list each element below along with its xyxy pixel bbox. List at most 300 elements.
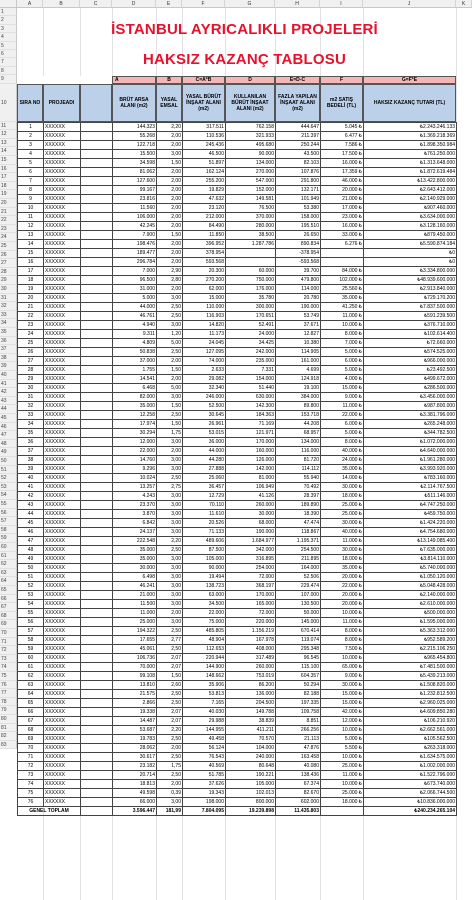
- cell-yasal-insaat[interactable]: 20.526: [183, 519, 226, 528]
- cell-brut-arsa[interactable]: 106.736: [113, 654, 157, 663]
- cell-satis-bedeli[interactable]: 8.000 ₺: [321, 438, 364, 447]
- cell-blank[interactable]: [81, 294, 113, 303]
- table-row[interactable]: [18, 159, 457, 168]
- row-header-21[interactable]: 21: [0, 208, 17, 217]
- cell-satis-bedeli[interactable]: 14.000 ₺: [321, 474, 364, 483]
- cell-sira-no[interactable]: 47: [18, 537, 44, 546]
- cell-proje-adi[interactable]: XXXXXX: [44, 636, 81, 645]
- cell-blank[interactable]: [81, 348, 113, 357]
- table-row[interactable]: [18, 402, 457, 411]
- cell-brut-arsa[interactable]: 7.900: [113, 231, 157, 240]
- cell-yasal-insaat[interactable]: 270.200: [183, 276, 226, 285]
- row-header-8[interactable]: 8: [0, 67, 17, 75]
- cell-kullanilan-insaat[interactable]: 176.000: [226, 285, 276, 294]
- cell-haksiz-kazanc[interactable]: ₺1.898.350.984: [364, 141, 457, 150]
- table-row[interactable]: [18, 312, 457, 321]
- row-header-40[interactable]: 40: [0, 371, 17, 380]
- cell-blank[interactable]: [81, 231, 113, 240]
- row-header-49[interactable]: 49: [0, 448, 17, 457]
- cell-brut-arsa[interactable]: 99.108: [113, 672, 157, 681]
- cell-kullanilan-insaat[interactable]: 126.000: [226, 456, 276, 465]
- cell-yasal-insaat[interactable]: 14.820: [183, 321, 226, 330]
- cell-proje-adi[interactable]: XXXXXX: [44, 132, 81, 141]
- cell-fazla-insaat[interactable]: 53.749: [276, 312, 321, 321]
- cell-blank[interactable]: [81, 726, 113, 735]
- cell-haksiz-kazanc[interactable]: ₺376.710.000: [364, 321, 457, 330]
- cell-blank[interactable]: [81, 555, 113, 564]
- table-row[interactable]: [18, 699, 457, 708]
- row-header-81[interactable]: 81: [0, 724, 17, 733]
- cell-haksiz-kazanc[interactable]: ₺3.814.110.000: [364, 555, 457, 564]
- column-header-b[interactable]: B: [43, 0, 80, 8]
- cell-kullanilan-insaat[interactable]: 160.000: [226, 447, 276, 456]
- row-header-30[interactable]: 30: [0, 285, 17, 294]
- cell-fazla-insaat[interactable]: -378.954: [276, 249, 321, 258]
- cell-emsal[interactable]: 2,00: [157, 285, 183, 294]
- cell-kullanilan-insaat[interactable]: 76.500: [226, 204, 276, 213]
- row-header-41[interactable]: 41: [0, 380, 17, 389]
- cell-brut-arsa[interactable]: 34.598: [113, 159, 157, 168]
- table-row[interactable]: [18, 537, 457, 546]
- cell-kullanilan-insaat[interactable]: 68.000: [226, 519, 276, 528]
- row-header-2[interactable]: 2: [0, 16, 17, 24]
- cell-kullanilan-insaat[interactable]: 149.788: [226, 708, 276, 717]
- cell-fazla-insaat[interactable]: 145.000: [276, 618, 321, 627]
- cell-fazla-insaat[interactable]: 114.112: [276, 465, 321, 474]
- cell-yasal-insaat[interactable]: 116.903: [183, 312, 226, 321]
- cell-kullanilan-insaat[interactable]: 368.197: [226, 582, 276, 591]
- cell-haksiz-kazanc[interactable]: ₺7.837.500.000: [364, 303, 457, 312]
- cell-brut-arsa[interactable]: 15.500: [113, 150, 157, 159]
- cell-satis-bedeli[interactable]: 7.500 ₺: [321, 645, 364, 654]
- cell-blank[interactable]: [81, 708, 113, 717]
- cell-proje-adi[interactable]: XXXXXX: [44, 699, 81, 708]
- cell-yasal-insaat[interactable]: 220.944: [183, 654, 226, 663]
- cell-kullanilan-insaat[interactable]: 142.300: [226, 402, 276, 411]
- table-row[interactable]: [18, 249, 457, 258]
- cell-proje-adi[interactable]: XXXXXX: [44, 645, 81, 654]
- cell-satis-bedeli[interactable]: 6.000 ₺: [321, 420, 364, 429]
- cell-kullanilan-insaat[interactable]: 190.000: [226, 528, 276, 537]
- cell-satis-bedeli[interactable]: 18.000 ₺: [321, 492, 364, 501]
- cell-yasal-insaat[interactable]: 20.300: [183, 267, 226, 276]
- table-row[interactable]: [18, 186, 457, 195]
- cell-brut-arsa[interactable]: 49.598: [113, 789, 157, 798]
- cell-proje-adi[interactable]: XXXXXX: [44, 609, 81, 618]
- cell-brut-arsa[interactable]: 20.714: [113, 771, 157, 780]
- table-row[interactable]: [18, 717, 457, 726]
- cell-satis-bedeli[interactable]: 9.000 ₺: [321, 672, 364, 681]
- cell-kullanilan-insaat[interactable]: 762.158: [226, 123, 276, 132]
- cell-brut-arsa[interactable]: 18.813: [113, 780, 157, 789]
- cell-kullanilan-insaat[interactable]: 317.489: [226, 654, 276, 663]
- cell-kullanilan-insaat[interactable]: 72.000: [226, 609, 276, 618]
- cell-brut-arsa[interactable]: 6.498: [113, 573, 157, 582]
- cell-emsal[interactable]: 2,50: [157, 753, 183, 762]
- cell-brut-arsa[interactable]: 23.816: [113, 195, 157, 204]
- cell-proje-adi[interactable]: XXXXXX: [44, 366, 81, 375]
- cell-kullanilan-insaat[interactable]: [226, 258, 276, 267]
- cell-haksiz-kazanc[interactable]: ₺2.913.840.000: [364, 285, 457, 294]
- cell-kullanilan-insaat[interactable]: 254.000: [226, 564, 276, 573]
- cell-emsal[interactable]: 3,00: [157, 582, 183, 591]
- cell-fazla-insaat[interactable]: 81.720: [276, 456, 321, 465]
- table-row[interactable]: [18, 609, 457, 618]
- table-row[interactable]: [18, 429, 457, 438]
- cell-fazla-insaat[interactable]: 1.195.371: [276, 537, 321, 546]
- cell-haksiz-kazanc[interactable]: ₺1.634.575.000: [364, 753, 457, 762]
- row-header-54[interactable]: 54: [0, 491, 17, 500]
- cell-blank[interactable]: [81, 411, 113, 420]
- cell-haksiz-kazanc[interactable]: ₺2.114.767.500: [364, 483, 457, 492]
- cell-fazla-insaat[interactable]: 138.436: [276, 771, 321, 780]
- cell-proje-adi[interactable]: XXXXXX: [44, 528, 81, 537]
- cell-sira-no[interactable]: 72: [18, 762, 44, 771]
- cell-sira-no[interactable]: 65: [18, 699, 44, 708]
- cell-brut-arsa[interactable]: 144.323: [113, 123, 157, 132]
- row-header-71[interactable]: 71: [0, 638, 17, 647]
- cell-sira-no[interactable]: 54: [18, 600, 44, 609]
- cell-brut-arsa[interactable]: 11.000: [113, 609, 157, 618]
- cell-blank[interactable]: [81, 771, 113, 780]
- table-row[interactable]: [18, 528, 457, 537]
- cell-satis-bedeli[interactable]: 5.000 ₺: [321, 429, 364, 438]
- cell-fazla-insaat[interactable]: 479.800: [276, 276, 321, 285]
- cell-sira-no[interactable]: 2: [18, 132, 44, 141]
- header-proje-adi[interactable]: PROJEADI: [43, 84, 80, 122]
- cell-blank[interactable]: [81, 780, 113, 789]
- row-header-14[interactable]: 14: [0, 147, 17, 156]
- cell-blank[interactable]: [81, 744, 113, 753]
- cell-fazla-insaat[interactable]: 134.000: [276, 438, 321, 447]
- cell-emsal[interactable]: 2,07: [157, 717, 183, 726]
- cell-emsal[interactable]: 2,00: [157, 195, 183, 204]
- cell-emsal[interactable]: 3,00: [157, 492, 183, 501]
- cell-blank[interactable]: [81, 150, 113, 159]
- table-row[interactable]: [18, 258, 457, 267]
- cell-brut-arsa[interactable]: 25.000: [113, 618, 157, 627]
- header-m2-satis-bedeli[interactable]: m2 SATIŞ BEDELİ (TL): [320, 84, 363, 122]
- cell-brut-arsa[interactable]: 14.541: [113, 375, 157, 384]
- cell-brut-arsa[interactable]: 9.311: [113, 330, 157, 339]
- cell-fazla-insaat[interactable]: 190.000: [276, 303, 321, 312]
- row-header-64[interactable]: 64: [0, 577, 17, 586]
- cell-yasal-insaat[interactable]: 112.653: [183, 645, 226, 654]
- cell-blank[interactable]: [81, 168, 113, 177]
- cell-haksiz-kazanc[interactable]: ₺5.740.000.000: [364, 564, 457, 573]
- table-row[interactable]: [18, 141, 457, 150]
- cell-proje-adi[interactable]: XXXXXX: [44, 357, 81, 366]
- cell-satis-bedeli[interactable]: 40.000 ₺: [321, 528, 364, 537]
- cell-haksiz-kazanc[interactable]: ₺5.439.213.000: [364, 672, 457, 681]
- cell-satis-bedeli[interactable]: 40.000 ₺: [321, 447, 364, 456]
- cell-fazla-insaat[interactable]: 158.000: [276, 213, 321, 222]
- cell-sira-no[interactable]: 33: [18, 411, 44, 420]
- cell-brut-arsa[interactable]: 46.241: [113, 582, 157, 591]
- cell-haksiz-kazanc[interactable]: ₺4.747.250.000: [364, 501, 457, 510]
- cell-haksiz-kazanc[interactable]: ₺1.369.218.369: [364, 132, 457, 141]
- cell-emsal[interactable]: 2,07: [157, 654, 183, 663]
- cell-blank[interactable]: [81, 384, 113, 393]
- cell-proje-adi[interactable]: XXXXXX: [44, 186, 81, 195]
- cell-satis-bedeli[interactable]: 7.000 ₺: [321, 339, 364, 348]
- row-header-37[interactable]: 37: [0, 345, 17, 354]
- table-row[interactable]: [18, 735, 457, 744]
- cell-emsal[interactable]: 2,00: [157, 357, 183, 366]
- cell-yasal-insaat[interactable]: 56.124: [183, 744, 226, 753]
- cell-sira-no[interactable]: 45: [18, 519, 44, 528]
- row-header-44[interactable]: 44: [0, 405, 17, 414]
- cell-fazla-insaat[interactable]: 50.000: [276, 609, 321, 618]
- table-row[interactable]: [18, 447, 457, 456]
- cell-blank[interactable]: [81, 519, 113, 528]
- cell-emsal[interactable]: 2,00: [157, 141, 183, 150]
- cell-proje-adi[interactable]: XXXXXX: [44, 456, 81, 465]
- cell-fazla-insaat[interactable]: 44.208: [276, 420, 321, 429]
- cell-proje-adi[interactable]: XXXXXX: [44, 276, 81, 285]
- cell-blank[interactable]: [81, 591, 113, 600]
- cell-sira-no[interactable]: 39: [18, 465, 44, 474]
- cell-yasal-insaat[interactable]: 36.457: [183, 483, 226, 492]
- table-row[interactable]: [18, 672, 457, 681]
- cell-yasal-insaat[interactable]: 76.543: [183, 753, 226, 762]
- cell-sira-no[interactable]: 41: [18, 483, 44, 492]
- cell-haksiz-kazanc[interactable]: ₺48.939.600.000: [364, 276, 457, 285]
- cell-emsal[interactable]: 3,00: [157, 393, 183, 402]
- cell-kullanilan-insaat[interactable]: 51.440: [226, 384, 276, 393]
- table-row[interactable]: [18, 753, 457, 762]
- cell-satis-bedeli[interactable]: 15.000 ₺: [321, 699, 364, 708]
- cell-satis-bedeli[interactable]: 17.359 ₺: [321, 168, 364, 177]
- cell-kullanilan-insaat[interactable]: 152.000: [226, 186, 276, 195]
- cell-sira-no[interactable]: 1: [18, 123, 44, 132]
- cell-haksiz-kazanc[interactable]: ₺2.643.412.000: [364, 186, 457, 195]
- cell-satis-bedeli[interactable]: 5.000 ₺: [321, 366, 364, 375]
- cell-kullanilan-insaat[interactable]: [226, 249, 276, 258]
- cell-brut-arsa[interactable]: 81.062: [113, 168, 157, 177]
- cell-haksiz-kazanc[interactable]: ₺23.492.500: [364, 366, 457, 375]
- row-header-26[interactable]: 26: [0, 251, 17, 260]
- cell-satis-bedeli[interactable]: 17.500 ₺: [321, 150, 364, 159]
- cell-haksiz-kazanc[interactable]: ₺459.750.000: [364, 510, 457, 519]
- cell-fazla-insaat[interactable]: 47.876: [276, 744, 321, 753]
- cell-fazla-insaat[interactable]: 130.500: [276, 600, 321, 609]
- cell-satis-bedeli[interactable]: 30.000 ₺: [321, 681, 364, 690]
- cell-brut-arsa[interactable]: 11.560: [113, 204, 157, 213]
- row-header-53[interactable]: 53: [0, 483, 17, 492]
- cell-satis-bedeli[interactable]: 18.000 ₺: [321, 798, 364, 807]
- cell-yasal-insaat[interactable]: 317.511: [183, 123, 226, 132]
- cell-kullanilan-insaat[interactable]: 52.491: [226, 321, 276, 330]
- cell-yasal-insaat[interactable]: 70.110: [183, 501, 226, 510]
- table-row[interactable]: [18, 267, 457, 276]
- cell-blank[interactable]: [81, 501, 113, 510]
- cell-yasal-insaat[interactable]: 46.500: [183, 150, 226, 159]
- cell-sira-no[interactable]: 59: [18, 645, 44, 654]
- cell-satis-bedeli[interactable]: 23.000 ₺: [321, 213, 364, 222]
- cell-satis-bedeli[interactable]: 30.000 ₺: [321, 546, 364, 555]
- cell-emsal[interactable]: 2,00: [157, 132, 183, 141]
- cell-fazla-insaat[interactable]: 43.500: [276, 150, 321, 159]
- cell-haksiz-kazanc[interactable]: ₺286.500.000: [364, 384, 457, 393]
- cell-proje-adi[interactable]: XXXXXX: [44, 339, 81, 348]
- cell-proje-adi[interactable]: XXXXXX: [44, 798, 81, 807]
- header-yasal-brut-insaat[interactable]: YASAL BÜRÜT İNŞAAT ALANI (m2): [182, 84, 225, 122]
- cell-proje-adi[interactable]: XXXXXX: [44, 591, 81, 600]
- cell-emsal[interactable]: 3,00: [157, 564, 183, 573]
- cell-blank[interactable]: [81, 474, 113, 483]
- cell-fazla-insaat[interactable]: 197.335: [276, 699, 321, 708]
- cell-kullanilan-insaat[interactable]: 170.651: [226, 312, 276, 321]
- cell-sira-no[interactable]: 31: [18, 393, 44, 402]
- cell-blank[interactable]: [81, 456, 113, 465]
- cell-kullanilan-insaat[interactable]: 242.000: [226, 348, 276, 357]
- cell-sira-no[interactable]: 29: [18, 375, 44, 384]
- cell-emsal[interactable]: 1,75: [157, 429, 183, 438]
- row-header-17[interactable]: 17: [0, 173, 17, 182]
- cell-kullanilan-insaat[interactable]: 170.000: [226, 438, 276, 447]
- row-header-66[interactable]: 66: [0, 595, 17, 604]
- cell-haksiz-kazanc[interactable]: ₺500.000.000: [364, 609, 457, 618]
- cell-brut-arsa[interactable]: 194.322: [113, 627, 157, 636]
- cell-proje-adi[interactable]: XXXXXX: [44, 627, 81, 636]
- cell-sira-no[interactable]: 3: [18, 141, 44, 150]
- cell-blank[interactable]: [81, 636, 113, 645]
- cell-yasal-insaat[interactable]: 52.500: [183, 402, 226, 411]
- row-header-58[interactable]: 58: [0, 526, 17, 535]
- cell-proje-adi[interactable]: XXXXXX: [44, 141, 81, 150]
- cell-proje-adi[interactable]: XXXXXX: [44, 600, 81, 609]
- row-header-22[interactable]: 22: [0, 216, 17, 225]
- row-header-45[interactable]: 45: [0, 414, 17, 423]
- cell-emsal[interactable]: 2,50: [157, 627, 183, 636]
- cell-haksiz-kazanc[interactable]: ₺1.072.000.000: [364, 438, 457, 447]
- cell-yasal-insaat[interactable]: 485.805: [183, 627, 226, 636]
- cell-satis-bedeli[interactable]: 10.000 ₺: [321, 780, 364, 789]
- cell-sira-no[interactable]: 56: [18, 618, 44, 627]
- cell-brut-arsa[interactable]: 17.974: [113, 420, 157, 429]
- cell-proje-adi[interactable]: XXXXXX: [44, 672, 81, 681]
- cell-yasal-insaat[interactable]: 11.850: [183, 231, 226, 240]
- cell-blank[interactable]: [81, 285, 113, 294]
- table-row[interactable]: [18, 519, 457, 528]
- cell-blank[interactable]: [81, 240, 113, 249]
- cell-blank[interactable]: [81, 600, 113, 609]
- cell-proje-adi[interactable]: XXXXXX: [44, 573, 81, 582]
- table-row[interactable]: [18, 663, 457, 672]
- cell-proje-adi[interactable]: XXXXXX: [44, 564, 81, 573]
- cell-emsal[interactable]: 2,00: [157, 204, 183, 213]
- cell-satis-bedeli[interactable]: 16.000 ₺: [321, 159, 364, 168]
- cell-kullanilan-insaat[interactable]: 300.000: [226, 303, 276, 312]
- cell-sira-no[interactable]: 21: [18, 303, 44, 312]
- cell-blank[interactable]: [81, 618, 113, 627]
- cell-sira-no[interactable]: 51: [18, 573, 44, 582]
- cell-sira-no[interactable]: 18: [18, 276, 44, 285]
- cell-satis-bedeli[interactable]: 20.000 ₺: [321, 600, 364, 609]
- cell-sira-no[interactable]: 48: [18, 546, 44, 555]
- cell-blank[interactable]: [81, 798, 113, 807]
- cell-proje-adi[interactable]: XXXXXX: [44, 258, 81, 267]
- cell-blank[interactable]: [81, 645, 113, 654]
- row-header-59[interactable]: 59: [0, 534, 17, 543]
- cell-yasal-insaat[interactable]: 51.785: [183, 771, 226, 780]
- cell-haksiz-kazanc[interactable]: ₺952.589.200: [364, 636, 457, 645]
- cell-haksiz-kazanc[interactable]: ₺729.170.200: [364, 294, 457, 303]
- cell-fazla-insaat[interactable]: 21.113: [276, 735, 321, 744]
- cell-fazla-insaat[interactable]: 291.800: [276, 177, 321, 186]
- table-row[interactable]: [18, 483, 457, 492]
- cell-satis-bedeli[interactable]: [321, 258, 364, 267]
- cell-haksiz-kazanc[interactable]: ₺5.590.874.184: [364, 240, 457, 249]
- cell-haksiz-kazanc[interactable]: ₺106.210.920: [364, 717, 457, 726]
- cell-satis-bedeli[interactable]: 16.000 ₺: [321, 222, 364, 231]
- cell-fazla-insaat[interactable]: 47.474: [276, 519, 321, 528]
- cell-brut-arsa[interactable]: 96.500: [113, 276, 157, 285]
- cell-proje-adi[interactable]: XXXXXX: [44, 555, 81, 564]
- cell-sira-no[interactable]: 69: [18, 735, 44, 744]
- cell-sira-no[interactable]: 42: [18, 492, 44, 501]
- cell-blank[interactable]: [81, 330, 113, 339]
- cell-brut-arsa[interactable]: 222.548: [113, 537, 157, 546]
- cell-brut-arsa[interactable]: 13.257: [113, 483, 157, 492]
- row-header-55[interactable]: 55: [0, 500, 17, 509]
- cell-kullanilan-insaat[interactable]: 149.581: [226, 195, 276, 204]
- cell-fazla-insaat[interactable]: 602.000: [276, 798, 321, 807]
- cell-blank[interactable]: [81, 681, 113, 690]
- column-header-j[interactable]: J: [363, 0, 456, 8]
- cell-satis-bedeli[interactable]: 11.000 ₺: [321, 537, 364, 546]
- cell-haksiz-kazanc[interactable]: ₺2.243.246.133: [364, 123, 457, 132]
- cell-emsal[interactable]: 3,00: [157, 798, 183, 807]
- cell-haksiz-kazanc[interactable]: ₺7.481.500.000: [364, 663, 457, 672]
- cell-fazla-insaat[interactable]: 82.103: [276, 159, 321, 168]
- row-header-69[interactable]: 69: [0, 620, 17, 629]
- cell-kullanilan-insaat[interactable]: 750.000: [226, 276, 276, 285]
- cell-proje-adi[interactable]: XXXXXX: [44, 222, 81, 231]
- cell-kullanilan-insaat[interactable]: 121.971: [226, 429, 276, 438]
- row-header-72[interactable]: 72: [0, 646, 17, 655]
- cell-sira-no[interactable]: 62: [18, 672, 44, 681]
- cell-kullanilan-insaat[interactable]: 411.211: [226, 726, 276, 735]
- cell-brut-arsa[interactable]: 50.838: [113, 348, 157, 357]
- table-row[interactable]: [18, 618, 457, 627]
- row-header-60[interactable]: 60: [0, 543, 17, 552]
- cell-fazla-insaat[interactable]: 101.949: [276, 195, 321, 204]
- table-row[interactable]: [18, 726, 457, 735]
- cell-emsal[interactable]: 2,80: [157, 276, 183, 285]
- row-header-68[interactable]: 68: [0, 612, 17, 621]
- table-row[interactable]: [18, 366, 457, 375]
- cell-brut-arsa[interactable]: 6.842: [113, 519, 157, 528]
- cell-proje-adi[interactable]: XXXXXX: [44, 771, 81, 780]
- cell-fazla-insaat[interactable]: 164.000: [276, 564, 321, 573]
- cell-haksiz-kazanc[interactable]: ₺2.960.025.000: [364, 699, 457, 708]
- cell-haksiz-kazanc[interactable]: ₺1.595.000.000: [364, 618, 457, 627]
- cell-brut-arsa[interactable]: 198.476: [113, 240, 157, 249]
- cell-sira-no[interactable]: 7: [18, 177, 44, 186]
- cell-blank[interactable]: [81, 222, 113, 231]
- cell-brut-arsa[interactable]: 127.600: [113, 177, 157, 186]
- cell-proje-adi[interactable]: XXXXXX: [44, 474, 81, 483]
- cell-fazla-insaat[interactable]: 890.834: [276, 240, 321, 249]
- cell-haksiz-kazanc[interactable]: ₺105.562.500: [364, 735, 457, 744]
- cell-sira-no[interactable]: 4: [18, 150, 44, 159]
- cell-brut-arsa[interactable]: 189.477: [113, 249, 157, 258]
- table-row[interactable]: [18, 204, 457, 213]
- cell-yasal-insaat[interactable]: 19.494: [183, 573, 226, 582]
- row-header-79[interactable]: 79: [0, 706, 17, 715]
